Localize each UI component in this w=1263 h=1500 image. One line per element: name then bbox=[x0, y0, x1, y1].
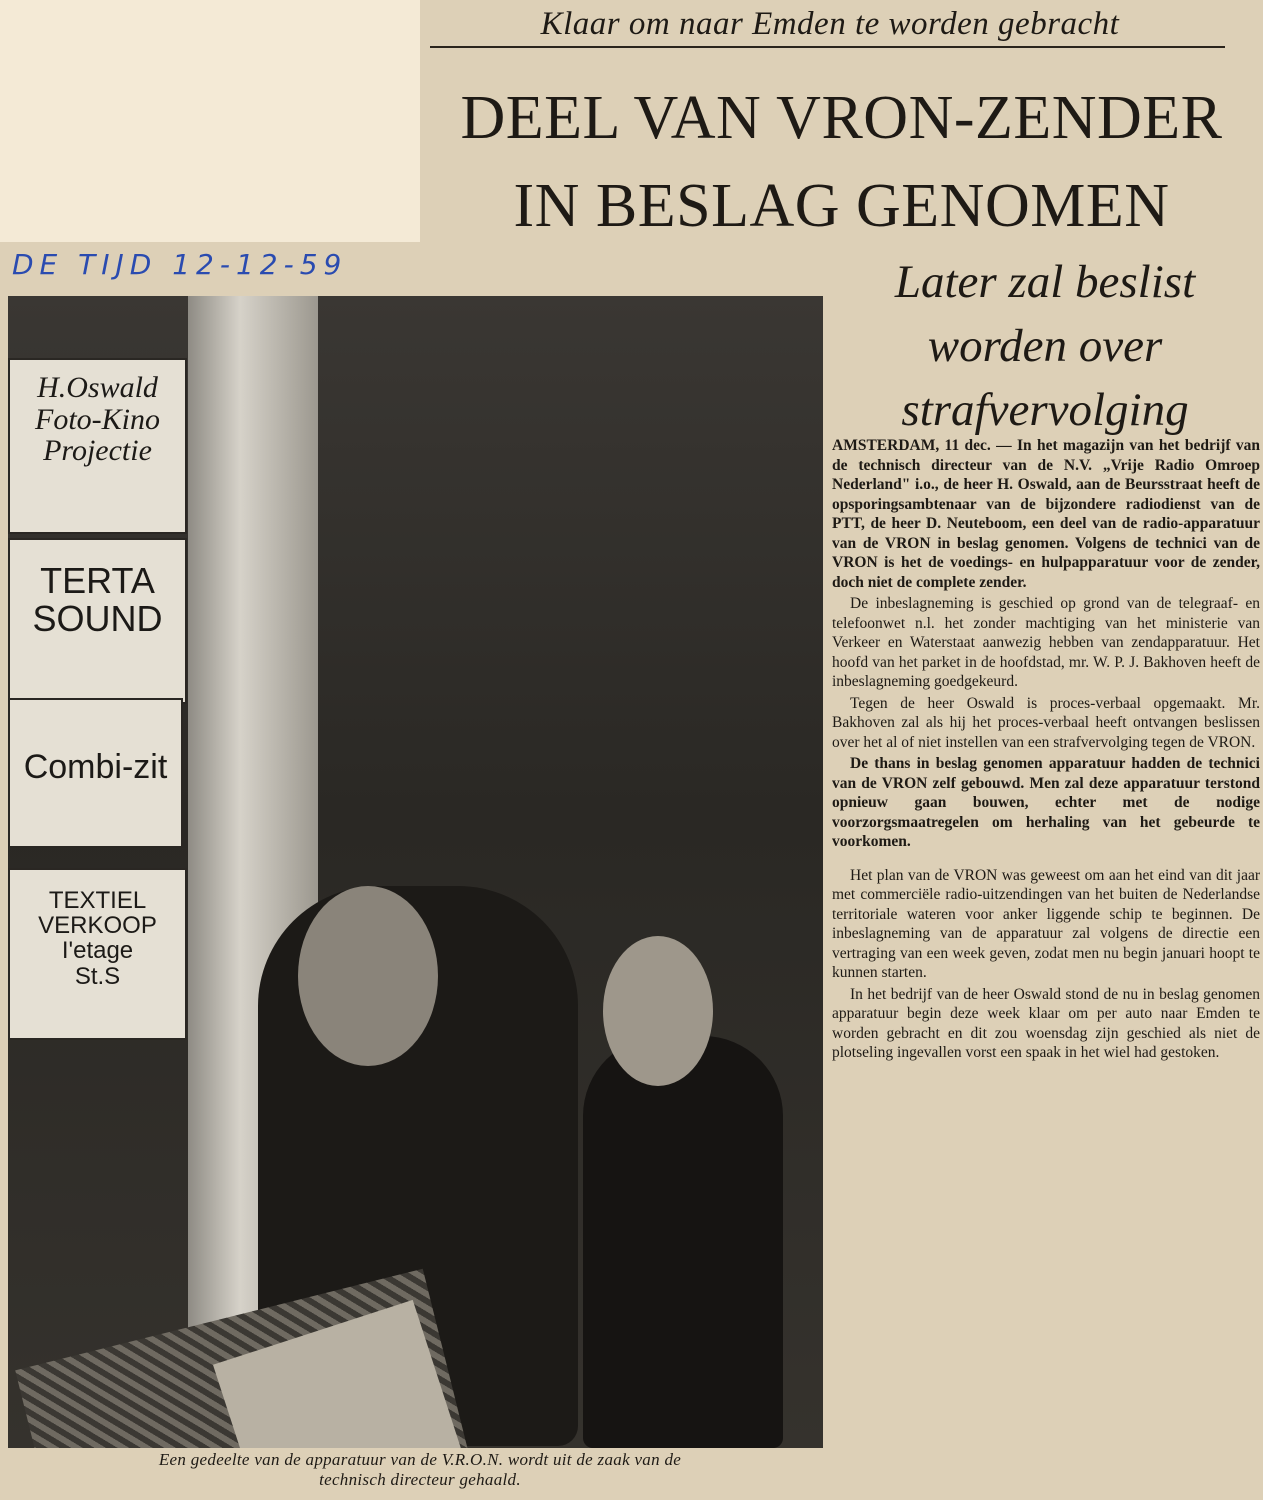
shop-sign-oswald bbox=[8, 358, 187, 534]
photo-caption bbox=[0, 1450, 840, 1490]
headline-line-2: IN BESLAG GENOMEN bbox=[513, 172, 1170, 240]
article-paragraph: AMSTERDAM, 11 dec. — In het magazijn van het bedrijf van de technisch directeur van de N.V. „Vrije Radio Omroep Nederland" i.o., de heer H. Oswald, aan de Beursstraat heeft de opsporingsambtenaar van de bijzondere radiodienst van de PTT, de heer D. Neuteboom, een deel van de radio-apparatuur van de VRON in beslag genomen. Volgens de technici van de VRON is het de voedings- en hulpapparatuur voor de zender, doch niet de complete zender. bbox=[832, 437, 1260, 591]
sign-text: St.S bbox=[74, 962, 121, 990]
caption-line-2: technisch directeur gehaald. bbox=[319, 1470, 521, 1489]
man-in-background-head bbox=[603, 936, 713, 1086]
subheadline-line-1: Later zal beslist bbox=[894, 256, 1196, 308]
article-paragraph: De thans in beslag genomen apparatuur hadden de technici van de VRON zelf gebouwd. Men zal deze apparatuur terstond opnieuw gaan bouwen, echter met de nodige voorzorgsmaatregelen om herhaling van het gebeurde te voorkomen. bbox=[832, 755, 1260, 850]
sign-text: SOUND bbox=[32, 597, 163, 639]
subheadline-line-2: worden over bbox=[927, 320, 1163, 372]
man-carrying-equipment-head bbox=[298, 886, 438, 1066]
sign-text: I'etage bbox=[61, 937, 134, 965]
kicker-line: Klaar om naar Emden te worden gebracht bbox=[540, 6, 1120, 42]
sign-text: TEXTIEL VERKOOP bbox=[38, 887, 157, 940]
article-paragraph: Het plan van de VRON was geweest om aan het eind van dit jaar met commerciële radio-uitzendingen van het buiten de Nederlandse territoriale wateren voor anker liggende schip te beginnen. De inbeslagneming van de apparatuur zal volgens de directie een vertraging van een week geven, zodat men nu begin januari hoopt te kunnen starten. bbox=[832, 866, 1260, 981]
blank-corner bbox=[0, 0, 420, 242]
subheadline-line-3: strafvervolging bbox=[901, 384, 1189, 436]
subheadline bbox=[830, 250, 1260, 442]
shop-sign-combi bbox=[8, 698, 183, 848]
man-in-background bbox=[583, 1036, 783, 1448]
article-paragraph: Tegen de heer Oswald is proces-verbaal opgemaakt. Mr. Bakhoven zal als hij het proces-verbaal heeft ontvangen beslissen over het al of niet instellen van een strafvervolging tegen de VRON. bbox=[832, 694, 1260, 751]
article-paragraph: De inbeslagneming is geschied op grond van de telegraaf- en telefoonwet n.l. het zonder machtiging van het ministerie van Verkeer en Waterstaat aanwezig hebben van zendapparatuur. Het hoofd van het parket in de hoofdstad, mr. W. P. J. Bakhoven heeft de inbeslagneming goedgekeurd. bbox=[832, 595, 1260, 690]
news-photo bbox=[8, 296, 823, 1448]
sign-text: H.Oswald bbox=[37, 371, 158, 404]
kicker-rule bbox=[430, 46, 1225, 48]
shop-sign-terta bbox=[8, 538, 187, 704]
sign-text: TERTA bbox=[40, 560, 155, 601]
shop-sign-textiel bbox=[8, 868, 187, 1040]
headline-line-1: DEEL VAN VRON-ZENDER bbox=[460, 84, 1223, 152]
article-paragraph: In het bedrijf van de heer Oswald stond de nu in beslag genomen apparatuur begin deze week klaar om per auto naar Emden te worden gebracht en dit zou woensdag zijn geschied als niet de plotseling ingevallen vorst een spaak in het wiel had gestoken. bbox=[832, 985, 1260, 1061]
sign-text: Foto-Kino bbox=[35, 402, 160, 436]
caption-line-1: Een gedeelte van de apparatuur van de V.R.O.N. wordt uit de zaak van de bbox=[158, 1450, 682, 1469]
sign-text: Projectie bbox=[43, 434, 152, 467]
article-body bbox=[832, 436, 1260, 1065]
sign-text: Combi-zit bbox=[23, 748, 168, 786]
headline bbox=[420, 74, 1263, 250]
handwritten-date-note: DE TIJD 12-12-59 bbox=[12, 248, 348, 281]
